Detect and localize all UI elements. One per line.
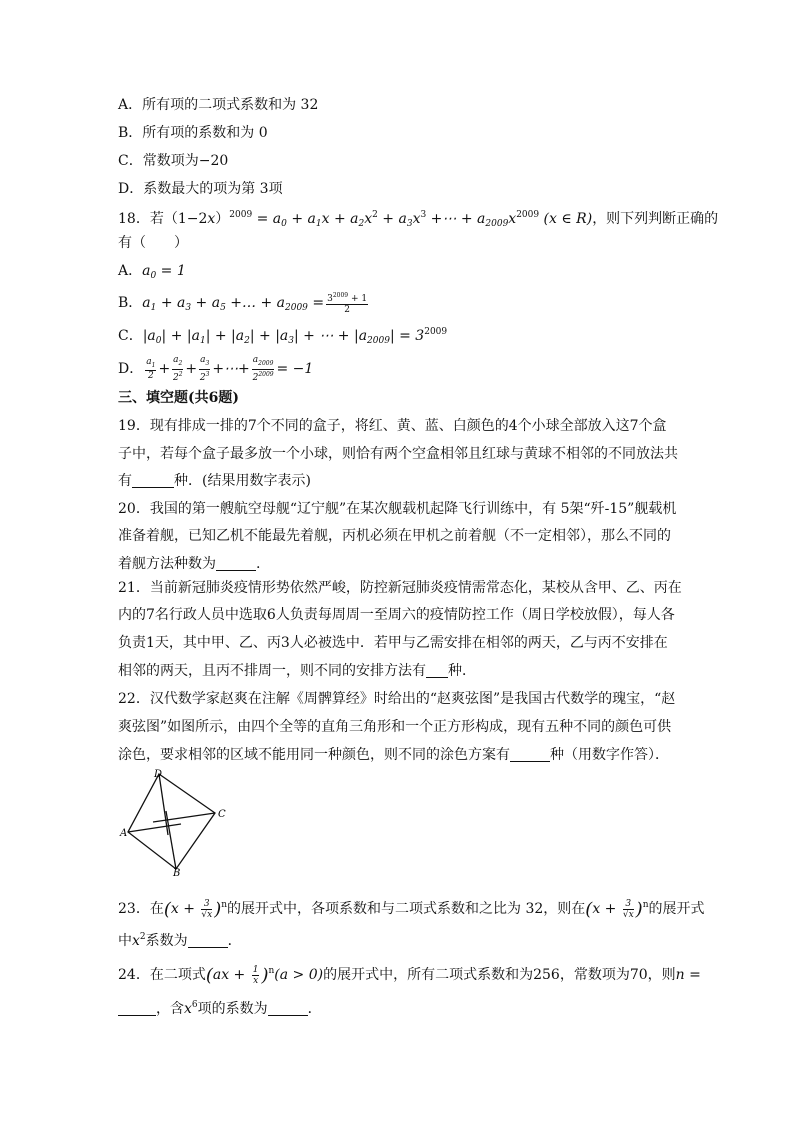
q18-stem-start: 18．若（1−2 [118, 211, 208, 227]
q23-line1-mid: 的展开式中，各项系数和与二项式系数和之比为 32，则在 [227, 901, 586, 917]
q22-line3-end: 种（用数字作答）． [550, 747, 669, 763]
q23-line1-end: 的展开式 [648, 901, 705, 917]
q24-line1-start: 24．在二项式 [118, 967, 206, 983]
q23-line1-start: 23．在 [118, 901, 164, 917]
q17-option-a: A．所有项的二项式系数和为 32 [118, 97, 319, 113]
section-header: 三、填空题(共6题) [118, 390, 239, 406]
q18-option-d-label: D． [118, 360, 144, 377]
q22-line3 [118, 746, 669, 764]
q20-line2: 准备着舰，已知乙机不能最先着舰，丙机必须在甲机之前着舰（不一定相邻），那么不同的 [118, 528, 671, 544]
answer-blank[interactable] [188, 933, 228, 948]
answer-blank[interactable] [510, 747, 550, 762]
q23-line1: 23．在(x + $\frac{3}{√x}$ )$^n$的展开式中，各项系数和与二项式系数和之比为 32，则在(x + $\frac{3}{√x}$ )$^n$的展开式 [118, 898, 705, 920]
label-b: B [173, 868, 181, 876]
q21-line4-start: 相邻的两天，且丙不排周一，则不同的安排方法有 [118, 663, 426, 679]
q17-option-c: C．常数项为−20 [118, 153, 229, 169]
answer-blank[interactable] [132, 473, 174, 488]
q22-line1: 22．汉代数学家赵爽在注解《周髀算经》时给出的“赵爽弦图”是我国古代数学的瑰宝，“赵 [118, 691, 676, 707]
q24-line1: 24．在二项式(ax + $\frac{1}{x}$ )$^n$(a > 0)的展开式中，所有二项式系数和为256，常数项为70，则n = [118, 964, 701, 986]
answer-blank[interactable] [426, 663, 448, 678]
label-a: A [120, 828, 128, 839]
outer-square [128, 774, 215, 869]
inner-line-2 [153, 813, 215, 822]
q21-line4 [118, 662, 476, 680]
q18-stem-line2: 有（ ） [118, 235, 188, 251]
q18-option-a: A．$a_0 = 1$ [118, 263, 186, 281]
q20-line3-text: 着舰方法种数为 [118, 556, 216, 572]
q19-line3-start: 有 [118, 473, 132, 489]
q18-stem: 18．若$(1-2x)^{2009} = a_0 + a_1x + a_2x^2 + a_3x^3$ +⋯ + $a_{2009}x^{2009}$ (x ∈ R)，则下列判断正确的 [118, 210, 719, 229]
q21-line2: 内的7名行政人员中选取6人负责每周周一至周六的疫情防控工作（周日学校放假），每人各 [118, 607, 675, 623]
answer-blank[interactable] [268, 1001, 308, 1016]
q24-line1-mid: 的展开式中，所有二项式系数和为256，常数项为70，则 [323, 967, 676, 983]
q18-option-c-label: C． [118, 328, 143, 344]
q18-option-b-label: B． [118, 295, 143, 311]
q24-line2-end: 项的系数为 [197, 1001, 268, 1017]
q19-line2: 子中，若每个盒子最多放一个小球，则恰有两个空盒相邻且红球与黄球不相邻的不同放法共 [118, 446, 678, 462]
label-d: D [154, 769, 163, 780]
q24-line2-mid: ，含 [156, 1001, 184, 1017]
q20-line1: 20．我国的第一艘航空母舰“辽宁舰”在某次舰载机起降飞行训练中，有 5架“歼-15”舰载机 [118, 501, 677, 517]
q20-line3: 着舰方法种数为 . [118, 556, 261, 572]
q19-line1: 19．现有排成一排的7个不同的盒子，将红、黄、蓝、白颜色的4个小球全部放入这7个盒 [118, 418, 667, 434]
zhao-shuang-figure [118, 766, 228, 876]
answer-blank[interactable] [118, 1001, 156, 1016]
q22-line2: 爽弦图”如图所示，由四个全等的直角三角形和一个正方形构成，现有五种不同的颜色可供 [118, 719, 672, 735]
q19-line3 [118, 472, 311, 490]
q22-line3-start: 涂色，要求相邻的区域不能用同一种颜色，则不同的涂色方案有 [118, 747, 510, 763]
q18-option-d: D． $\frac{a_1}{2}$ + $\frac{a_2}{2^2}$ + $\frac{a_3}{2^3}$ +⋯+ $\frac{a_{2009}}{2^{2009}}$ = −1 [118, 355, 314, 383]
q23-line2: 中$x^2$系数为 ． [118, 932, 242, 949]
q18-option-c: C．$|a_0| + |a_1| + |a_2| + |a_3|$ + ⋯ + $|a_{2009}| = 3^{2009}$ [118, 327, 448, 346]
q19-line3-end: 种．(结果用数字表示) [174, 473, 311, 489]
q18-option-a-label: A． [118, 263, 143, 279]
q17-option-b: B．所有项的系数和为 0 [118, 125, 268, 141]
q18-stem-end: ，则下列判断正确的 [592, 211, 719, 227]
q23-line2-start: 中 [118, 933, 132, 949]
q18-option-b: B．$a_1 + a_3 + a_5$ +… + $a_{2009}$ = $\frac{3^{2009} + 1}{2}$ [118, 292, 368, 315]
answer-blank[interactable] [216, 556, 256, 571]
label-c: C [218, 809, 226, 820]
inner-line-4 [128, 824, 181, 832]
q21-line4-end: 种． [448, 663, 476, 679]
q24-line2: ，含$x^6$项的系数为 ． [118, 996, 322, 1018]
q21-line3: 负责1天，其中甲、乙、丙3人必被选中．若甲与乙需安排在相邻的两天，乙与丙不安排在 [118, 635, 668, 651]
q17-option-d: D．系数最大的项为第 3项 [118, 181, 283, 197]
q21-line1: 21．当前新冠肺炎疫情形势依然严峻，防控新冠肺炎疫情需常态化，某校从含甲、乙、丙在 [118, 580, 682, 596]
q23-line2-mid: 系数为 [145, 933, 188, 949]
